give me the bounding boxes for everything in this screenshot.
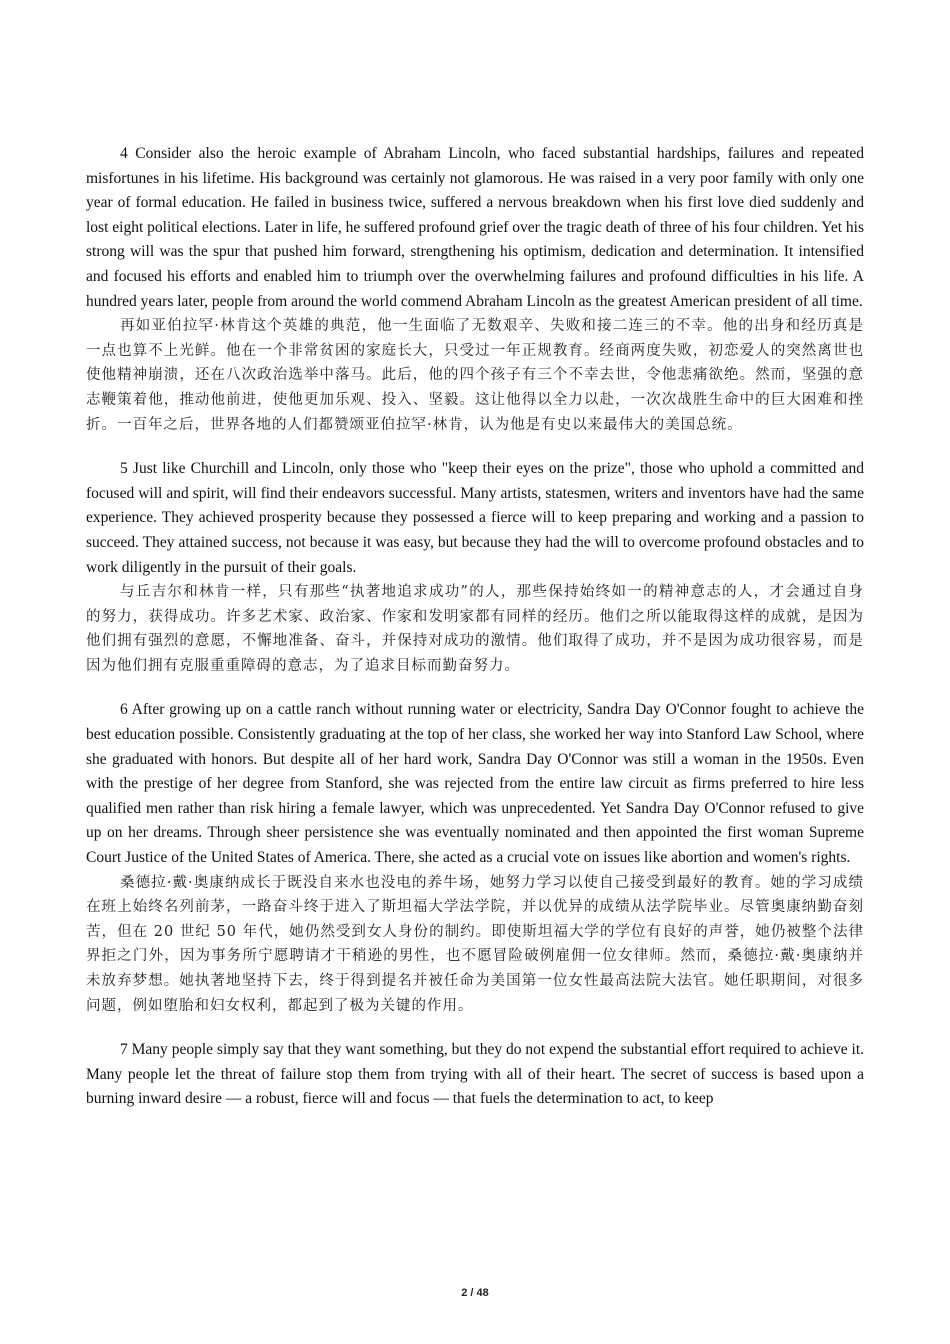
document-body bbox=[86, 142, 864, 1132]
paragraph-chinese: 桑德拉·戴·奥康纳成长于既没自来水也没电的养牛场，她努力学习以使自己接受到最好的教育。她的学习成绩在班上始终名列前茅，一路奋斗终于进入了斯坦福大学法学院，并以优异的成绩从法学院毕业。尽管奥康纳勤奋刻苦，但在 20 世纪 50 年代，她仍然受到女人身份的制约。即使斯坦福大学的学位有良好的声誉，她仍被整个法律界拒之门外，因为事务所宁愿聘请才干稍逊的男性，也不愿冒险破例雇佣一位女律师。然而，桑德拉·戴·奥康纳并未放弃梦想。她执著地坚持下去，终于得到提名并被任命为美国第一位女性最高法院大法官。她任职期间，对很多问题，例如堕胎和妇女权利，都起到了极为关键的作用。 bbox=[86, 874, 864, 1014]
paragraph-english: 5 Just like Churchill and Lincoln, only those who "keep their eyes on the prize", those who uphold a committed and focused will and spirit, will find their endeavors successful. Many artists, statesmen, writers and inventors have had the same experience. They achieved prosperity because they possessed a fierce will to keep preparing and working and a passion to succeed. They attained success, not because it was easy, but because they had the will to overcome profound obstacles and to work diligently in the pursuit of their goals. bbox=[86, 460, 864, 576]
paragraph-english: 6 After growing up on a cattle ranch without running water or electricity, Sandra Day O'Connor fought to achieve the best education possible. Consistently graduating at the top of her class, she worked her way into Stanford Law School, where she graduated with honors. But despite all of her hard work, Sandra Day O'Connor was still a woman in the 1950s. Even with the prestige of her degree from Stanford, she was rejected from the entire law circuit as firms preferred to hire less qualified men rather than risk hiring a female lawyer, which was unprecedented. Yet Sandra Day O'Connor refused to give up on her dreams. Through sheer persistence she was eventually nominated and then appointed the first woman Supreme Court Justice of the United States of America. There, she acted as a crucial vote on issues like abortion and women's rights. bbox=[86, 701, 864, 867]
paragraph-english: 4 Consider also the heroic example of Abraham Lincoln, who faced substantial hardships, failures and repeated misfortunes in his lifetime. His background was certainly not glamorous. He was raised in a very poor family with only one year of formal education. He failed in business twice, suffered a nervous breakdown when his first love died suddenly and lost eight political elections. Later in life, he suffered profound grief over the tragic death of three of his four children. Yet his strong will was the spur that pushed him forward, strengthening his optimism, dedication and determination. It intensified and focused his efforts and enabled him to triumph over the overwhelming failures and profound difficulties in his life. A hundred years later, people from around the world commend Abraham Lincoln as the greatest American president of all time. bbox=[86, 145, 864, 310]
paragraph-4 bbox=[86, 142, 864, 437]
paragraph-5 bbox=[86, 457, 864, 678]
paragraph-7 bbox=[86, 1038, 864, 1112]
paragraph-6 bbox=[86, 698, 864, 1018]
page-number: 2 / 48 bbox=[461, 1287, 489, 1299]
paragraph-chinese: 与丘吉尔和林肯一样，只有那些“执著地追求成功”的人，那些保持始终如一的精神意志的人，才会通过自身的努力，获得成功。许多艺术家、政治家、作家和发明家都有同样的经历。他们之所以能取得这样的成就，是因为他们拥有强烈的意愿，不懈地准备、奋斗，并保持对成功的激情。他们取得了成功，并不是因为成功很容易，而是因为他们拥有克服重重障碍的意志，为了追求目标而勤奋努力。 bbox=[86, 584, 864, 674]
paragraph-english: 7 Many people simply say that they want something, but they do not expend the substantial effort required to achieve it. Many people let the threat of failure stop them from trying with all of their heart. The secret of success is based upon a burning inward desire — a robust, fierce will and focus — that fuels the determination to act, to keep bbox=[86, 1041, 864, 1108]
paragraph-chinese: 再如亚伯拉罕·林肯这个英雄的典范，他一生面临了无数艰辛、失败和接二连三的不幸。他的出身和经历真是一点也算不上光鲜。他在一个非常贫困的家庭长大，只受过一年正规教育。经商两度失败，初恋爱人的突然离世也使他精神崩溃，还在八次政治选举中落马。此后，他的四个孩子有三个不幸去世，令他悲痛欲绝。然而，坚强的意志鞭策着他，推动他前进，使他更加乐观、投入、坚毅。这让他得以全力以赴，一次次战胜生命中的巨大困难和挫折。一百年之后，世界各地的人们都赞颂亚伯拉罕·林肯，认为他是有史以来最伟大的美国总统。 bbox=[86, 318, 864, 433]
